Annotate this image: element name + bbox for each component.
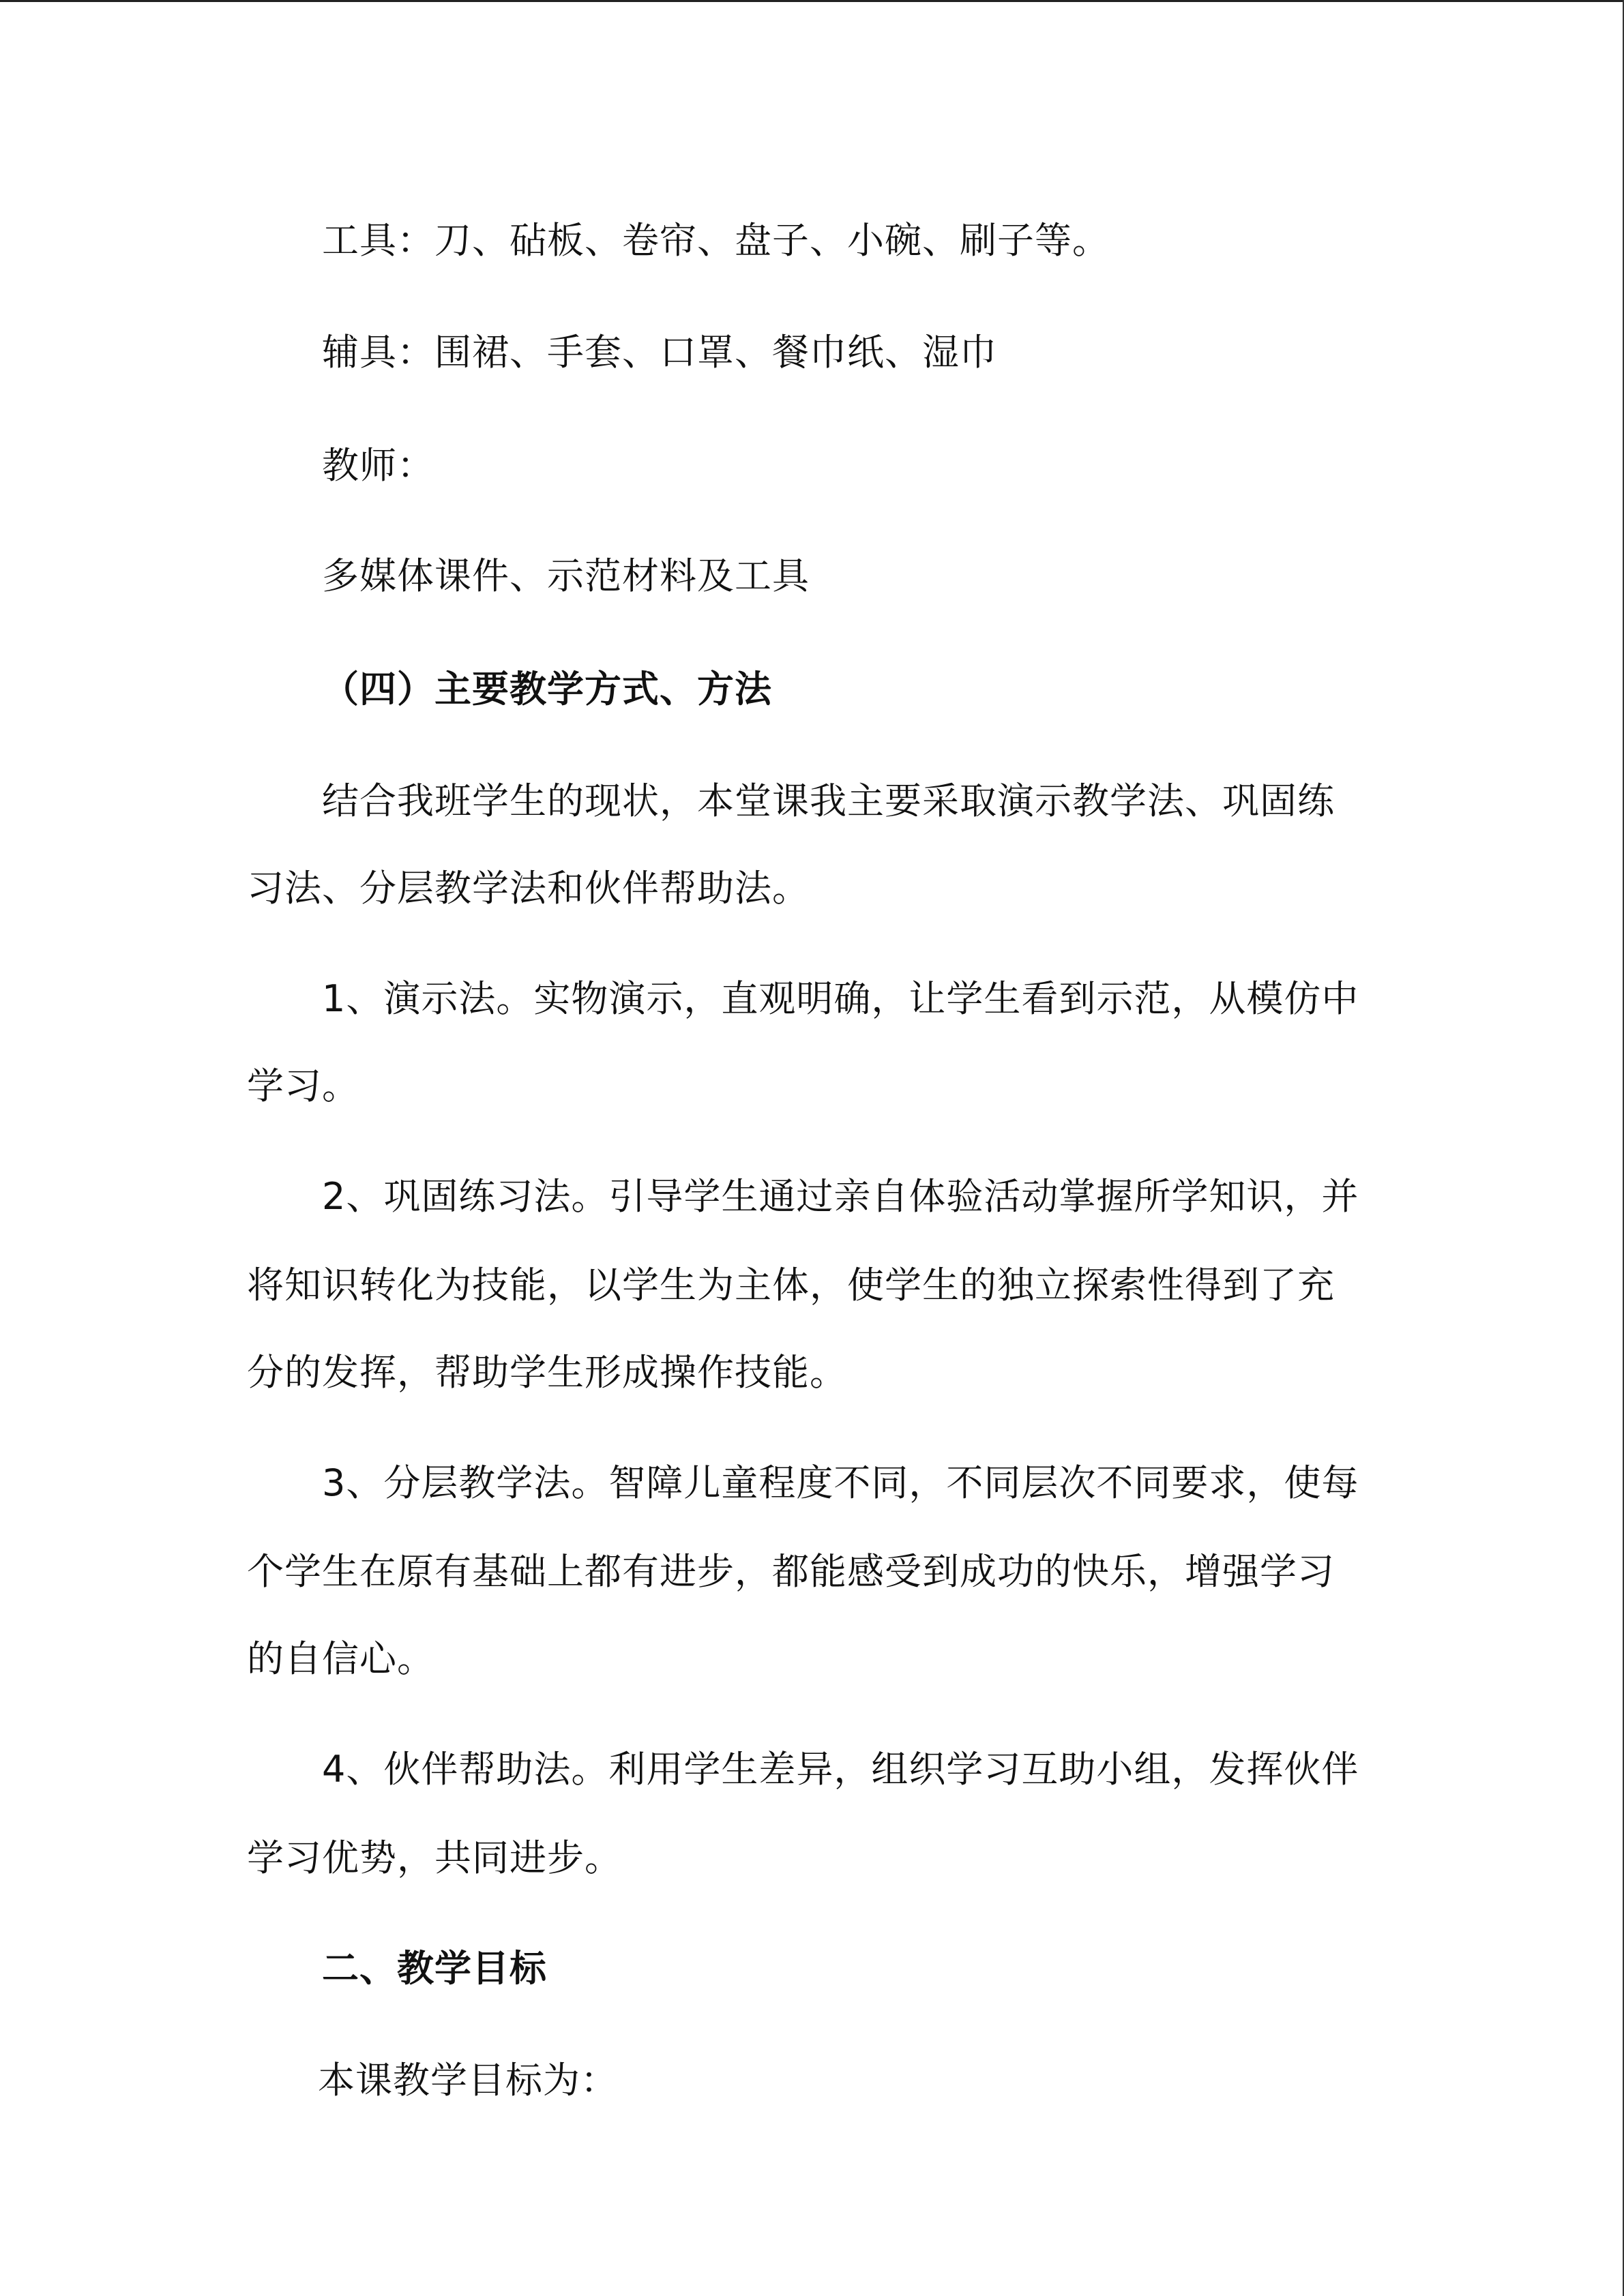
paragraph-teacher-materials: 多媒体课件、示范材料及工具 [322, 554, 810, 597]
paragraph-method-2-line-3: 分的发挥，帮助学生形成操作技能。 [247, 1351, 847, 1394]
paragraph-aids: 辅具：围裙、手套、口罩、餐巾纸、湿巾 [322, 331, 997, 374]
section-heading-objectives: 二、教学目标 [322, 1947, 547, 1990]
paragraph-method-1-line-2: 学习。 [247, 1064, 359, 1107]
paragraph-method-1-line-1: 1、演示法。实物演示，直观明确，让学生看到示范，从模仿中 [322, 977, 1359, 1020]
section-heading-methods: （四）主要教学方式、方法 [322, 668, 772, 711]
paragraph-tools: 工具：刀、砧板、卷帘、盘子、小碗、刷子等。 [322, 219, 1110, 262]
paragraph-method-3-line-2: 个学生在原有基础上都有进步，都能感受到成功的快乐，增强学习 [247, 1550, 1335, 1593]
paragraph-method-2-line-1: 2、巩固练习法。引导学生通过亲自体验活动掌握所学知识，并 [322, 1175, 1359, 1218]
paragraph-teacher-label: 教师： [322, 444, 434, 487]
paragraph-method-2-line-2: 将知识转化为技能，以学生为主体，使学生的独立探索性得到了充 [247, 1264, 1335, 1307]
paragraph-method-4-line-2: 学习优势，共同进步。 [247, 1836, 622, 1879]
paragraph-methods-intro-line-1: 结合我班学生的现状，本堂课我主要采取演示教学法、巩固练 [322, 779, 1335, 822]
paragraph-method-4-line-1: 4、伙伴帮助法。利用学生差异，组织学习互助小组，发挥伙伴 [322, 1748, 1359, 1791]
paragraph-methods-intro-line-2: 习法、分层教学法和伙伴帮助法。 [247, 867, 810, 910]
paragraph-objectives-intro: 本课教学目标为： [318, 2059, 618, 2102]
paragraph-method-3-line-3: 的自信心。 [247, 1637, 434, 1680]
paragraph-method-3-line-1: 3、分层教学法。智障儿童程度不同，不同层次不同要求，使每 [322, 1461, 1359, 1504]
